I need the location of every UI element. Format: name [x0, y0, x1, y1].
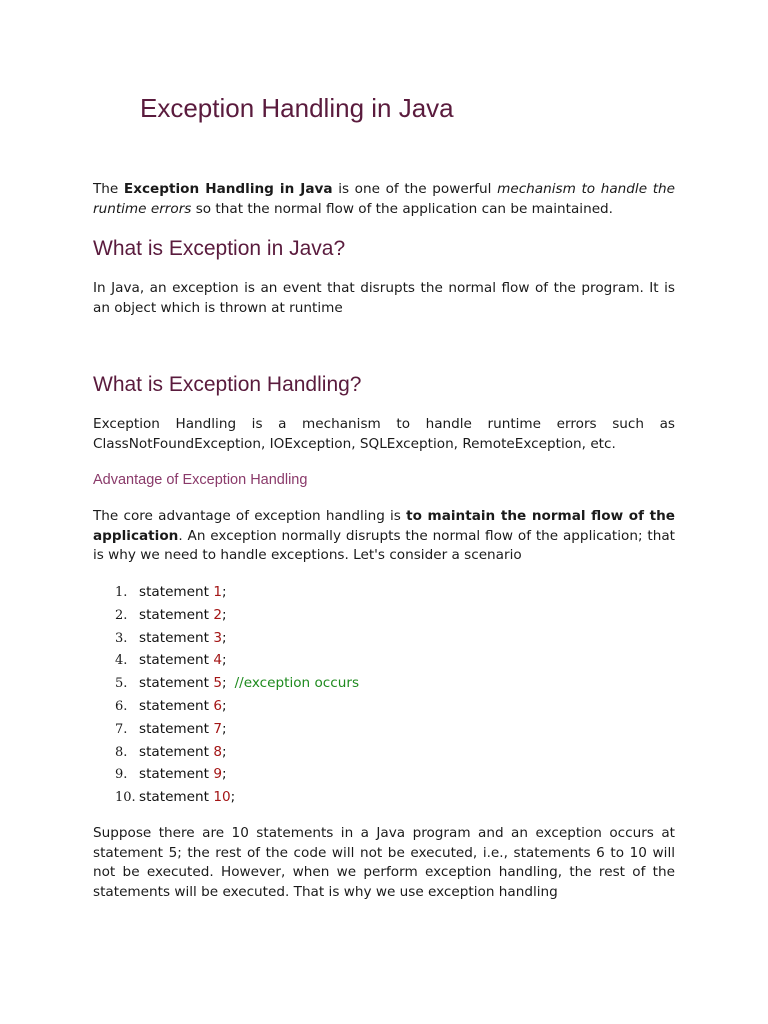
advantage-paragraph: [93, 507, 675, 566]
code-keyword: statement: [139, 675, 214, 692]
code-keyword: statement: [139, 766, 214, 783]
conclusion-paragraph: Suppose there are 10 statements in a Java program and an exception occurs at statement 5; the rest of the code will not be executed, i.e., statements 6 to 10 will not be executed. However, when we perform exception handling, the rest of the statements will be executed. That is why we use exception handling: [93, 825, 675, 900]
code-keyword: statement: [139, 720, 214, 737]
code-keyword: statement: [139, 789, 214, 806]
code-line-number: 7.: [115, 721, 128, 737]
code-keyword: statement: [139, 697, 214, 714]
advantage-text-1: The core advantage of exception handling is: [93, 508, 407, 524]
code-line: [93, 672, 359, 695]
code-semicolon: ;: [221, 629, 227, 646]
code-comment: //exception occurs: [234, 675, 360, 692]
code-semicolon: ;: [221, 606, 227, 623]
document-title: Exception Handling in Java: [140, 93, 454, 123]
code-literal: 1: [213, 584, 222, 600]
code-literal: 4: [213, 652, 222, 669]
code-line-number: 1.: [115, 585, 128, 600]
code-literal: 5: [213, 675, 222, 692]
section-heading-handling: What is Exception Handling?: [93, 373, 362, 396]
code-semicolon: ;: [221, 584, 227, 600]
code-line: [93, 741, 359, 764]
code-semicolon: ;: [221, 675, 227, 692]
intro-text-1: The: [93, 181, 124, 197]
code-semicolon: ;: [230, 789, 236, 806]
code-line-number: 5.: [115, 676, 128, 692]
code-semicolon: ;: [221, 766, 227, 783]
code-line: [93, 604, 359, 627]
code-line-number: 10.: [115, 790, 136, 806]
code-semicolon: ;: [221, 720, 227, 737]
code-keyword: statement: [139, 743, 214, 760]
advantage-bold: to maintain the normal flow of the application: [93, 508, 675, 544]
code-semicolon: ;: [221, 652, 227, 669]
code-literal: 6: [213, 697, 222, 714]
code-line: [93, 695, 359, 718]
section-body-handling: Exception Handling is a mechanism to handle runtime errors such as ClassNotFoundException, IOException, SQLException, RemoteException, etc.: [93, 416, 675, 452]
intro-text-2: is one of the powerful: [332, 181, 498, 197]
code-line: [93, 649, 359, 672]
code-semicolon: ;: [221, 743, 227, 760]
code-literal: 10: [213, 789, 231, 806]
section-body-exception: In Java, an exception is an event that disrupts the normal flow of the program. It is an object which is thrown at runtime: [93, 280, 675, 316]
code-line: [93, 627, 359, 650]
code-line-number: 4.: [115, 653, 128, 669]
code-line-number: 6.: [115, 698, 128, 714]
code-line: [93, 786, 359, 809]
code-keyword: statement: [139, 584, 214, 600]
advantage-text-2: . An exception normally disrupts the normal flow of the application; that is why we need to handle exceptions. Let's consider a scenario: [93, 527, 675, 563]
code-line: [93, 718, 359, 741]
code-literal: 2: [213, 606, 222, 623]
intro-italic: mechanism to handle the runtime errors: [93, 181, 676, 217]
code-literal: 3: [213, 629, 222, 646]
code-line-number: 9.: [115, 767, 128, 783]
code-line: [93, 763, 359, 786]
intro-paragraph: [93, 180, 675, 219]
code-line: [93, 581, 359, 604]
code-keyword: statement: [139, 629, 214, 646]
section-heading-exception: What is Exception in Java?: [93, 237, 346, 260]
code-listing: [93, 581, 359, 809]
code-line-number: 8.: [115, 744, 128, 760]
subsection-heading-advantage: Advantage of Exception Handling: [93, 472, 308, 488]
intro-text-3: so that the normal flow of the application can be maintained.: [191, 200, 614, 217]
code-literal: 7: [213, 720, 222, 737]
intro-bold: Exception Handling in Java: [123, 181, 333, 197]
code-keyword: statement: [139, 652, 214, 669]
code-literal: 9: [213, 766, 222, 783]
code-line-number: 2.: [115, 607, 128, 623]
code-line-number: 3.: [115, 630, 128, 646]
code-keyword: statement: [139, 606, 214, 623]
code-literal: 8: [213, 743, 222, 760]
code-semicolon: ;: [221, 697, 227, 714]
